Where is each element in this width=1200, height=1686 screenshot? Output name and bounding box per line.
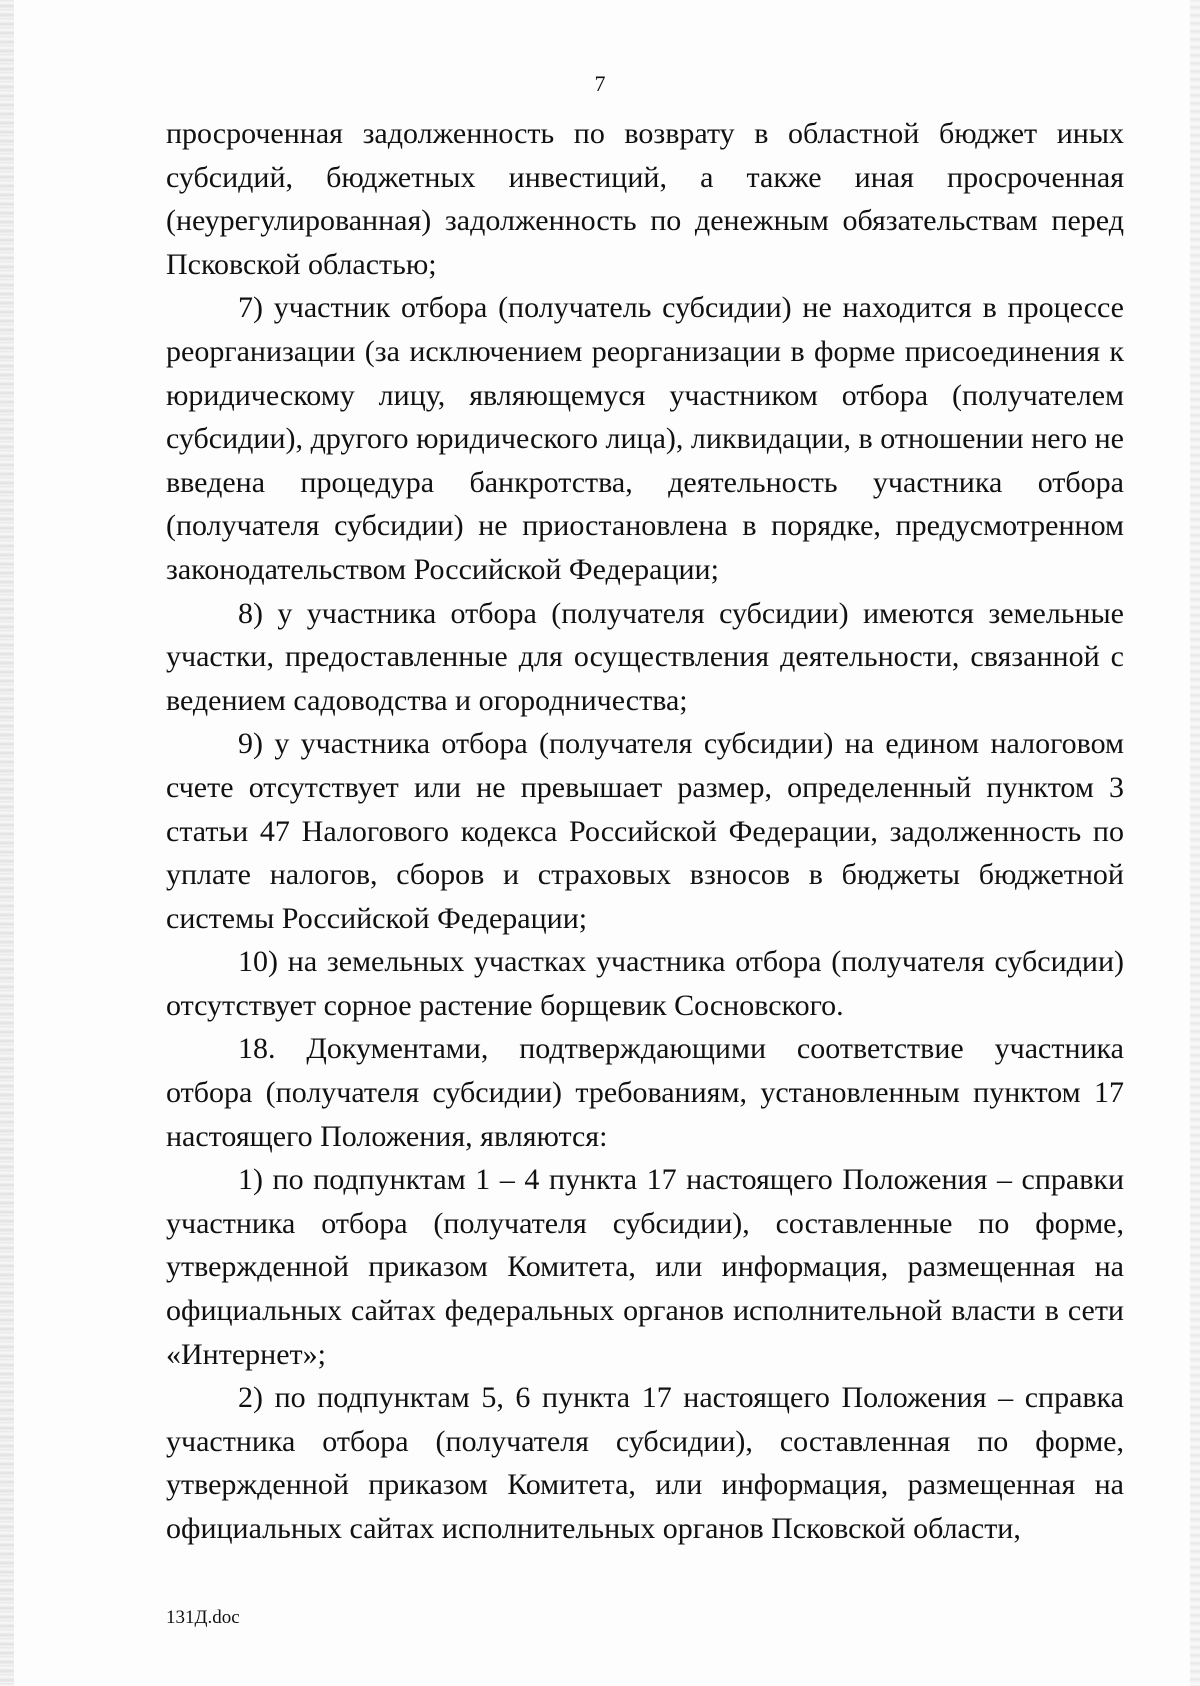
- paragraph-item-9: 9) у участника отбора (получателя субсидии) на едином налоговом счете отсутствует или не превышает размер, определенный пунктом 3 статьи 47 Налогового кодекса Российской Федерации, задолженность по уплате налогов, сборов и страховых взносов в бюджеты бюджетной системы Российской Федерации;: [166, 727, 1124, 935]
- paragraph-continuation: просроченная задолженность по возврату в областной бюджет иных субсидий, бюджетных инвестиций, а также иная просроченная (неурегулированная) задолженность по денежным обязательствам перед Псковской областью;: [166, 117, 1124, 281]
- document-body: [166, 112, 1124, 1551]
- page-number: 7: [594, 71, 606, 96]
- paragraph-subitem-2: 2) по подпунктам 5, 6 пункта 17 настоящего Положения – справка участника отбора (получателя субсидии), составленная по форме, утвержденной приказом Комитета, или информация, размещенная на официальных сайтах исполнительных органов Псковской области,: [166, 1381, 1124, 1545]
- paragraph-item-7: 7) участник отбора (получатель субсидии) не находится в процессе реорганизации (за исключением реорганизации в форме присоединения к юридическому лицу, являющемуся участником отбора (получателем субсидии), другого юридического лица), ликвидации, в отношении него не введена процедура банкротства, деятельность участника отбора (получателя субсидии) не приостановлена в порядке, предусмотренном законодательством Российской Федерации;: [166, 291, 1124, 586]
- scan-edge-right: [1190, 0, 1200, 1686]
- paragraph-item-10: 10) на земельных участках участника отбора (получателя субсидии) отсутствует сорное растение борщевик Сосновского.: [166, 945, 1124, 1022]
- paragraph-item-8: 8) у участника отбора (получателя субсидии) имеются земельные участки, предоставленные для осуществления деятельности, связанной с ведением садоводства и огородничества;: [166, 596, 1124, 717]
- paragraph-subitem-1: 1) по подпунктам 1 – 4 пункта 17 настоящего Положения – справки участника отбора (получателя субсидии), составленные по форме, утвержденной приказом Комитета, или информация, размещенная на официальных сайтах федеральных органов исполнительной власти в сети «Интернет»;: [166, 1163, 1124, 1371]
- paragraph-section-18: 18. Документами, подтверждающими соответствие участника отбора (получателя субсидии) требованиям, установленным пунктом 17 настоящего Положения, являются:: [166, 1032, 1124, 1153]
- footer-file-name: 131Д.doc: [166, 1607, 240, 1628]
- scan-edge-left: [0, 0, 14, 1686]
